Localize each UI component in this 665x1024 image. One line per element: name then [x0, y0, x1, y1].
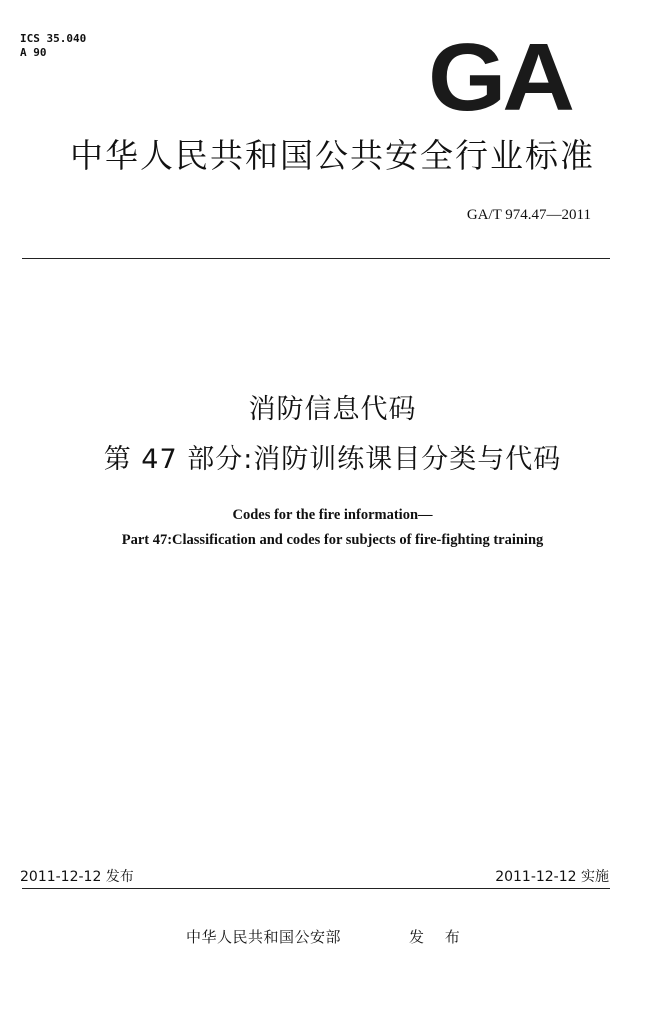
- publish-label: 发 布: [409, 928, 468, 946]
- english-title-part: Part 47:Classification and codes for subjects of fire-fighting training: [121, 532, 544, 548]
- implementation-date: 2011-12-12 实施: [495, 869, 609, 885]
- bottom-divider: [22, 888, 610, 889]
- standard-number: GA/T 974.47—2011: [466, 207, 591, 223]
- english-title-main: Codes for the fire information—: [232, 507, 433, 523]
- chinese-title-main: 消防信息代码: [248, 394, 417, 425]
- chinese-title-part: 第 47 部分:消防训练课目分类与代码: [103, 444, 562, 475]
- ga-logo-text: GA: [428, 24, 571, 131]
- classification-codes: [20, 32, 86, 60]
- publisher-name: 中华人民共和国公安部: [186, 928, 342, 946]
- ccs-code: A 90: [20, 46, 47, 59]
- standard-title: 中华人民共和国公共安全行业标准: [70, 136, 595, 175]
- issue-date: 2011-12-12 发布: [20, 869, 134, 885]
- top-divider: [22, 258, 610, 259]
- ics-code: ICS 35.040: [20, 32, 87, 45]
- ga-logo: [428, 24, 578, 131]
